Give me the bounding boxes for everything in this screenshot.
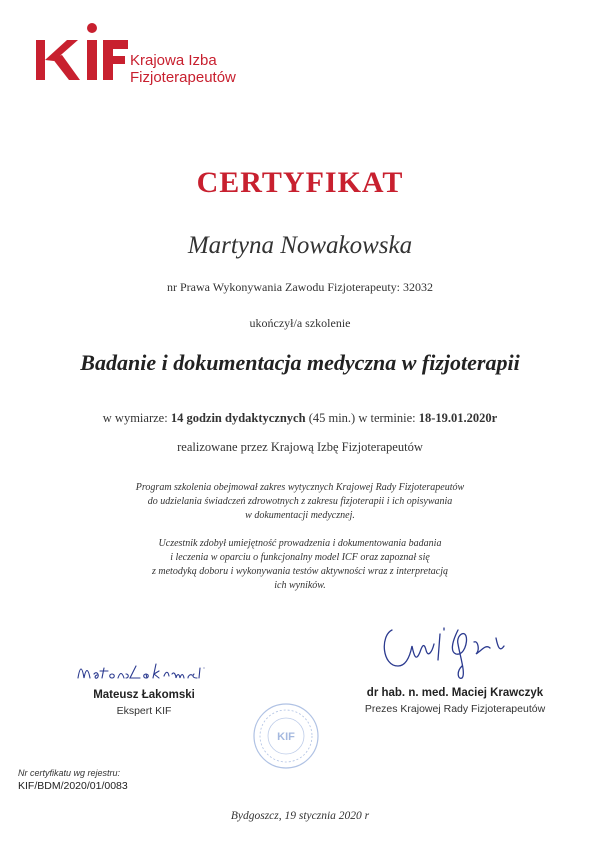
registry-label: Nr certyfikatu wg rejestru: — [18, 768, 121, 778]
logo-line-2: Fizjoterapeutów — [130, 69, 236, 86]
skills-line: ich wyników. — [274, 580, 326, 591]
program-paragraph — [0, 481, 600, 523]
organizer-line: realizowane przez Krajową Izbę Fizjoterapeutów — [177, 440, 423, 454]
signatory-name-left: Mateusz Łakomski — [93, 689, 195, 701]
license-line: nr Prawa Wykonywania Zawodu Fizjoterapeuty: 32032 — [167, 280, 433, 294]
kif-logo — [34, 18, 264, 88]
signatory-role-right: Prezes Krajowej Rady Fizjoterapeutów — [364, 703, 546, 715]
scope-line — [0, 411, 600, 426]
signatory-name-right: dr hab. n. med. Maciej Krawczyk — [366, 687, 544, 699]
registry-block — [18, 768, 128, 792]
handwritten-signature-left — [64, 660, 224, 684]
signatory-role-left: Ekspert KIF — [116, 705, 172, 717]
scope-prefix: w wymiarze: — [102, 411, 168, 425]
svg-text:KIF: KIF — [277, 731, 295, 743]
certificate-title: CERTYFIKAT — [196, 166, 404, 199]
skills-paragraph — [0, 537, 600, 593]
skills-line: i leczenia w oparciu o funkcjonalny model ICF oraz zapoznał się — [170, 552, 430, 563]
recipient-name: Martyna Nowakowska — [187, 232, 413, 259]
signature-block-left — [64, 660, 224, 717]
skills-line: Uczestnik zdobył umiejętność prowadzenia i dokumentowania badania — [158, 538, 442, 549]
program-line: w dokumentacji medycznej. — [245, 510, 355, 521]
scope-hours: 14 godzin dydaktycznych — [170, 411, 306, 425]
place-date: Bydgoszcz, 19 stycznia 2020 r — [230, 810, 370, 822]
scope-minutes: (45 min.) w terminie: — [308, 411, 416, 425]
signature-block-right — [340, 622, 570, 715]
logo-line-1: Krajowa Izba — [130, 52, 217, 69]
official-seal — [251, 701, 321, 771]
program-line: Program szkolenia obejmował zakres wytycznych Krajowej Rady Fizjoterapeutów — [135, 482, 465, 493]
handwritten-signature-right — [340, 622, 570, 682]
skills-line: z metodyką doboru i wykonywania testów aktywności wraz z interpretacją — [152, 566, 448, 577]
kif-logo-mark — [34, 18, 130, 88]
course-title: Badanie i dokumentacja medyczna w fizjoterapii — [80, 350, 520, 375]
program-line: do udzielania świadczeń zdrowotnych z zakresu fizjoterapii i ich opisywania — [147, 496, 453, 507]
registry-number: KIF/BDM/2020/01/0083 — [18, 780, 128, 792]
completed-line: ukończył/a szkolenie — [249, 316, 351, 330]
scope-dates: 18-19.01.2020r — [418, 411, 498, 425]
logo-wordmark — [130, 52, 236, 86]
